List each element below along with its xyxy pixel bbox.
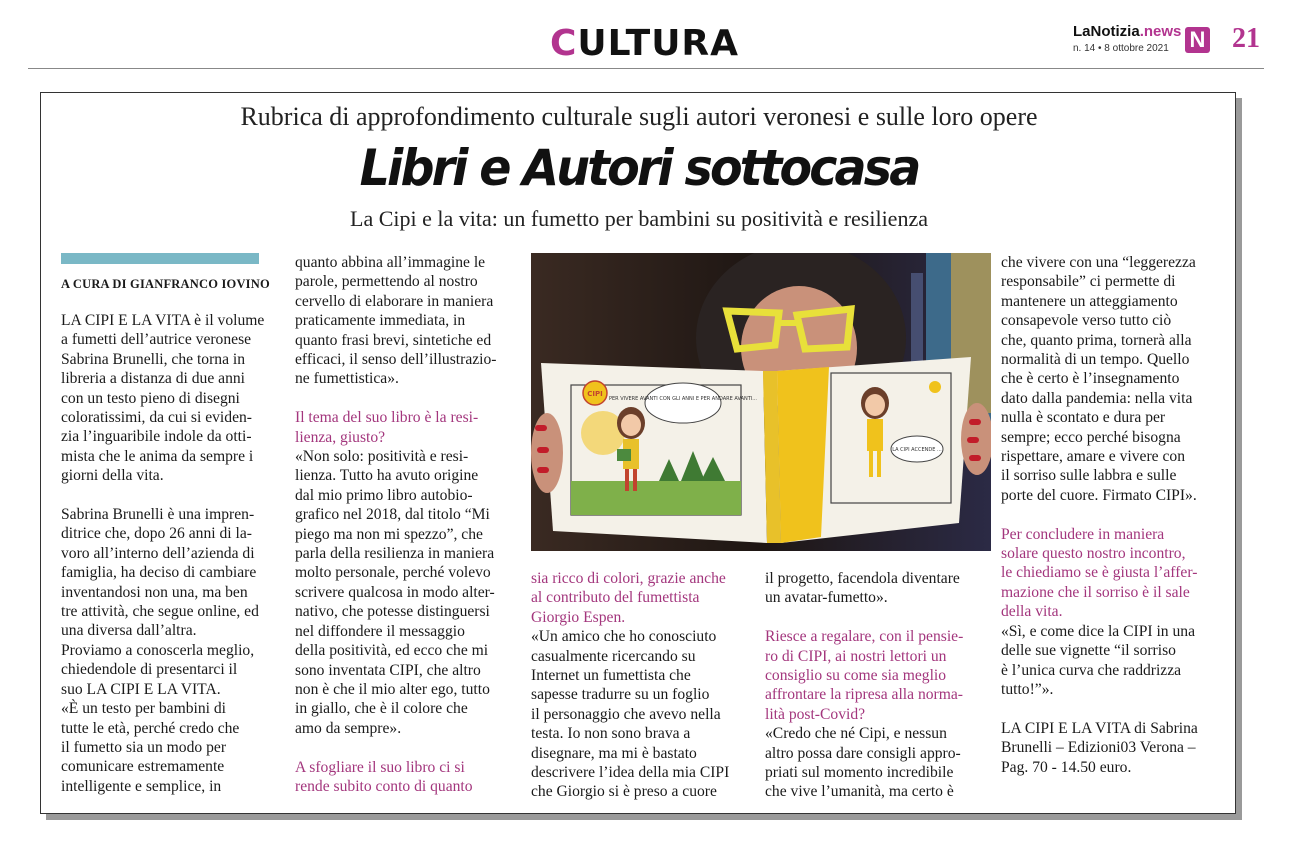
text-line: sempre; ecco perché bisogna [1001, 428, 1181, 446]
text-line: in giallo, che è il colore che [295, 700, 468, 718]
page-number: 21 [1232, 23, 1260, 54]
masthead-name [1073, 24, 1185, 40]
question-line: affrontare la ripresa alla norma- [765, 686, 963, 704]
text-line: Internet un fumettista che [531, 667, 691, 685]
paragraph-gap [1001, 699, 1229, 718]
byline: A CURA DI GIANFRANCO IOVINO [61, 277, 270, 291]
masthead-suffix: .news [1139, 23, 1182, 40]
text-line: il sorriso sulle labbra e sulle [1001, 467, 1177, 485]
text-line: tutto!”». [1001, 680, 1054, 698]
masthead-brand: LaNotizia [1073, 23, 1140, 40]
text-line: non è che il mio alter ego, tutto [295, 680, 490, 698]
text-line: responsabile” ci permette di [1001, 273, 1176, 291]
question-line: lità post-Covid? [765, 705, 866, 723]
book-logo-label: CIPI [587, 390, 603, 398]
article-title: Libri e Autori sottocasa [359, 139, 919, 197]
text-line: LA CIPI E LA VITA è il volume [61, 312, 265, 329]
article-photo [531, 253, 991, 551]
text-line: descrivere l’idea della mia CIPI [531, 764, 730, 782]
text-line: «Non solo: positività e resi- [295, 448, 469, 466]
header-divider [28, 68, 1264, 69]
text-line: comunicare estremamente [61, 758, 225, 776]
text-line: il fumetto sia un modo per [61, 738, 227, 756]
text-line: che vive l’umanità, ma certo è [765, 783, 954, 801]
question-line: Il tema del suo libro è la resi- [295, 409, 479, 427]
question-line: mazione che il sorriso è il sale [1001, 583, 1190, 601]
text-line: nativo, che potesse distinguersi [295, 603, 490, 621]
speech-bubble-left: PER VIVERE AVANTI CON GLI ANNI E PER ANDARE AVANTI... [608, 396, 758, 402]
text-line: inventandosi non una, ma ben [61, 583, 248, 601]
text-line: sono inventata CIPI, che altro [295, 661, 481, 679]
text-line: della positività, ed ecco che mi [295, 642, 489, 660]
text-line: parole, permettendo al nostro [295, 273, 478, 291]
text-column-5 [1001, 253, 1229, 777]
section-title [550, 22, 739, 66]
masthead [1073, 24, 1185, 54]
text-line: quanto frasi brevi, sintetiche ed [295, 331, 492, 349]
text-line: disegnare, ma mi è bastato [531, 744, 697, 762]
text-line: con un testo pieno di disegni [61, 389, 240, 407]
text-line: ne fumettistica». [295, 370, 399, 388]
text-line: un avatar-fumetto». [765, 589, 888, 607]
text-line: Proviamo a conoscerla meglio, [61, 641, 255, 659]
rubric-heading: Rubrica di approfondimento culturale sugli autori veronesi e sulle loro opere [240, 102, 1038, 131]
text-line: «Sì, e come dice la CIPI in una [1001, 622, 1196, 640]
section-title-initial: C [550, 23, 578, 64]
text-line: coloratissimi, da cui si eviden- [61, 409, 252, 427]
paragraph-gap [295, 389, 525, 408]
text-line: nulla è scontato e dura per [1001, 409, 1166, 427]
text-line: scrivere qualcosa in modo alter- [295, 583, 495, 601]
text-line: consapevole verso tutto ciò [1001, 312, 1172, 330]
byline-accent-bar [61, 253, 259, 264]
text-line: grafico nel 2018, dal titolo “Mi [295, 506, 490, 524]
text-line: molto personale, perché volevo [295, 564, 491, 582]
text-line: intelligente e semplice, in [61, 777, 222, 795]
newspaper-logo-icon: N [1185, 27, 1210, 53]
paragraph-gap [1001, 505, 1229, 524]
text-line: delle sue vignette “il sorriso [1001, 642, 1176, 660]
text-line: «Credo che né Cipi, e nessun [765, 725, 947, 743]
text-line: normalità di un tempo. Quello [1001, 351, 1190, 369]
text-line: parla della resilienza in maniera [295, 545, 495, 563]
text-line: dal mio primo libro autobio- [295, 486, 473, 504]
text-column-3 [531, 569, 759, 802]
text-line: piego ma non mi spezzo”, che [295, 525, 483, 543]
text-line: giorni della vita. [61, 467, 164, 485]
question-line: al contributo del fumettista [531, 589, 700, 607]
text-line: Pag. 70 - 14.50 euro. [1001, 758, 1132, 776]
text-line: libreria a distanza di due anni [61, 370, 246, 388]
text-line: famiglia, ha deciso di cambiare [61, 564, 257, 582]
text-line: è l’unica curva che raddrizza [1001, 661, 1182, 679]
text-line: lienza. Tutto ha avuto origine [295, 467, 479, 485]
text-line: tutte le età, perché credo che [61, 719, 240, 737]
text-line: casualmente ricercando su [531, 647, 696, 665]
text-column-1 [61, 311, 286, 796]
paragraph-gap [61, 486, 286, 505]
question-line: ro di CIPI, ai nostri lettori un [765, 647, 947, 665]
text-line: mantenere un atteggiamento [1001, 292, 1178, 310]
photo-illustration [531, 253, 991, 551]
text-line: quanto abbina all’immagine le [295, 254, 486, 271]
text-line: Sabrina Brunelli, che torna in [61, 350, 246, 368]
text-line: il progetto, facendola diventare [765, 570, 960, 587]
section-title-rest: ULTURA [577, 23, 740, 64]
text-line: amo da sempre». [295, 719, 402, 737]
paragraph-gap [295, 738, 525, 757]
question-line: solare questo nostro incontro, [1001, 545, 1186, 563]
article-subtitle: La Cipi e la vita: un fumetto per bambini su positività e resilienza [350, 206, 928, 231]
text-line: voro all’interno dell’azienda di [61, 544, 255, 562]
text-line: rispettare, amare e vivere con [1001, 448, 1185, 466]
question-line: lienza, giusto? [295, 428, 386, 446]
text-line: nel diffondere il messaggio [295, 622, 465, 640]
text-line: che Giorgio si è preso a cuore [531, 783, 717, 801]
text-line: sapesse tradurre su un foglio [531, 686, 710, 704]
question-line: della vita. [1001, 603, 1063, 621]
question-line: Riesce a regalare, con il pensie- [765, 628, 964, 646]
text-line: priati sul momento incredibile [765, 764, 954, 782]
question-line: Per concludere in maniera [1001, 525, 1165, 543]
text-line: che è certo è l’insegnamento [1001, 370, 1180, 388]
text-line: che vivere con una “leggerezza [1001, 254, 1196, 271]
issue-date: n. 14 • 8 ottobre 2021 [1073, 43, 1169, 54]
text-line: una diversa dall’altra. [61, 622, 197, 640]
text-line: ditrice che, dopo 26 anni di la- [61, 525, 252, 543]
question-line: sia ricco di colori, grazie anche [531, 570, 726, 587]
text-column-2 [295, 253, 525, 796]
paragraph-gap [765, 608, 993, 627]
text-line: «È un testo per bambini di [61, 700, 227, 718]
text-line: efficaci, il senso dell’illustrazio- [295, 351, 497, 369]
text-line: tre attività, che segue online, ed [61, 603, 259, 621]
text-column-4 [765, 569, 993, 802]
article-box [40, 92, 1236, 814]
text-line: a fumetti dell’autrice veronese [61, 331, 252, 349]
text-line: mista che le anima da sempre i [61, 447, 254, 465]
text-line: cervello di elaborare in maniera [295, 292, 494, 310]
text-line: porte del cuore. Firmato CIPI». [1001, 486, 1197, 504]
question-line: Giorgio Espen. [531, 608, 626, 626]
question-line: rende subito conto di quanto [295, 777, 473, 795]
text-line: praticamente immediata, in [295, 312, 466, 330]
text-line: LA CIPI E LA VITA di Sabrina [1001, 719, 1198, 737]
speech-bubble-right: LA CIPI ACCENDE ... [892, 447, 942, 453]
text-line: altro possa dare consigli appro- [765, 744, 961, 762]
text-line: Brunelli – Edizioni03 Verona – [1001, 739, 1196, 757]
text-line: zia l’inguaribile indole da otti- [61, 428, 252, 446]
text-line: suo LA CIPI E LA VITA. [61, 680, 221, 698]
text-line: chiedendole di presentarci il [61, 661, 238, 679]
text-line: il personaggio che avevo nella [531, 705, 721, 723]
text-line: dato dalla pandemia: nella vita [1001, 389, 1193, 407]
question-line: consiglio su come sia meglio [765, 667, 947, 685]
question-line: A sfogliare il suo libro ci si [295, 758, 465, 776]
text-line: testa. Io non sono brava a [531, 725, 691, 743]
question-line: le chiediamo se è giusta l’affer- [1001, 564, 1198, 582]
text-line: Sabrina Brunelli è una impren- [61, 506, 255, 524]
text-line: che, quanto prima, tornerà alla [1001, 331, 1192, 349]
text-line: «Un amico che ho conosciuto [531, 628, 717, 646]
